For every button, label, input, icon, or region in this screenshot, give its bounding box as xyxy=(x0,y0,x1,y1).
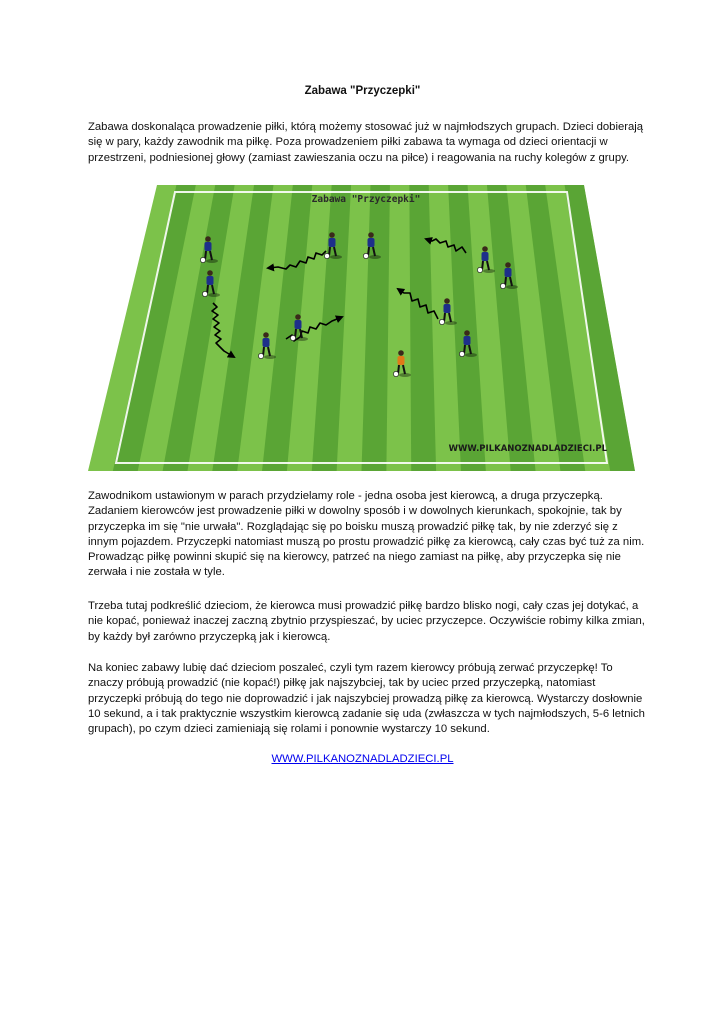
ball-icon xyxy=(290,335,295,340)
roles-paragraph: Zawodnikom ustawionym w parach przydzielamy role - jedna osoba jest kierowcą, a druga przyczepką. Zadaniem kierowców jest prowadzenie piłki w dowolny sposób i w dowolnych kierunkach, spokojnie, tak by przyczepka im się "nie urwała". Rozglądając się po boisku muszą prowadzić piłkę tak, by nie zderzyć się z innym pojazdem. Przyczepki natomiast muszą po prostu prowadzić piłkę za kierowcą, cały czas być tuż za nim. Prowadząc piłkę powinni skupić się na kierowcy, patrzeć na niego zamiast na piłkę, aby przyczepka się nie zerwała i nie została w tyle. xyxy=(88,490,645,579)
ball-icon xyxy=(500,283,505,288)
ball-icon xyxy=(202,291,207,296)
ball-icon xyxy=(459,351,464,356)
ball-icon xyxy=(324,253,329,258)
ball-icon xyxy=(258,353,263,358)
ball-icon xyxy=(477,267,482,272)
ball-icon xyxy=(200,257,205,262)
website-link[interactable]: WWW.PILKANOZNADLADZIECI.PL xyxy=(271,753,454,765)
ball-icon xyxy=(393,371,398,376)
diagram-watermark: WWW.PILKANOZNADLADZIECI.PL xyxy=(448,444,607,454)
intro-paragraph: Zabawa doskonaląca prowadzenie piłki, którą możemy stosować już w najmłodszych grupach. Dzieci dobierają się w pary, każdy zawodnik ma piłkę. Poza prowadzeniem piłki zabawa ta wymaga od dzieci orientacji w przestrzeni, podniesionej głowy (zamiast zawieszania oczu na piłce) i reagowania na ruchy kolegów z grupy. xyxy=(88,121,644,164)
emphasis-paragraph: Trzeba tutaj podkreślić dzieciom, że kierowca musi prowadzić piłkę bardzo blisko nogi, cały czas jej dotykać, a nie kopać, ponieważ inaczej zaczną zbytnio przyspieszać, by uciec przyczepce. Oczywiście robimy kilka zmian, by każdy był zarówno przyczepką jak i kierowcą. xyxy=(88,600,645,643)
ball-icon xyxy=(363,253,368,258)
drill-diagram xyxy=(88,181,636,473)
diagram-title: Zabawa "Przyczepki" xyxy=(311,194,421,205)
ball-icon xyxy=(439,319,444,324)
page-title: Zabawa "Przyczepki" xyxy=(304,85,421,97)
ending-paragraph: Na koniec zabawy lubię dać dzieciom poszaleć, czyli tym razem kierowcy próbują zerwać przyczepkę! To znaczy próbują prowadzić (nie kopać!) piłkę jak najszybciej, tak by uciec przed przyczepką, natomiast przyczepki próbują do tego nie doprowadzić i jak najszybciej prowadzą piłkę za kierowcą. Wystarczy dosłownie 10 sekund, a i tak praktycznie wszystkim kierowcą zadanie się uda (zwłaszcza w tych najmłodszych, 5-6 letnich grupach), po czym dzieci zamieniają się rolami i ponownie wystarczy 10 sekund. xyxy=(88,662,645,736)
